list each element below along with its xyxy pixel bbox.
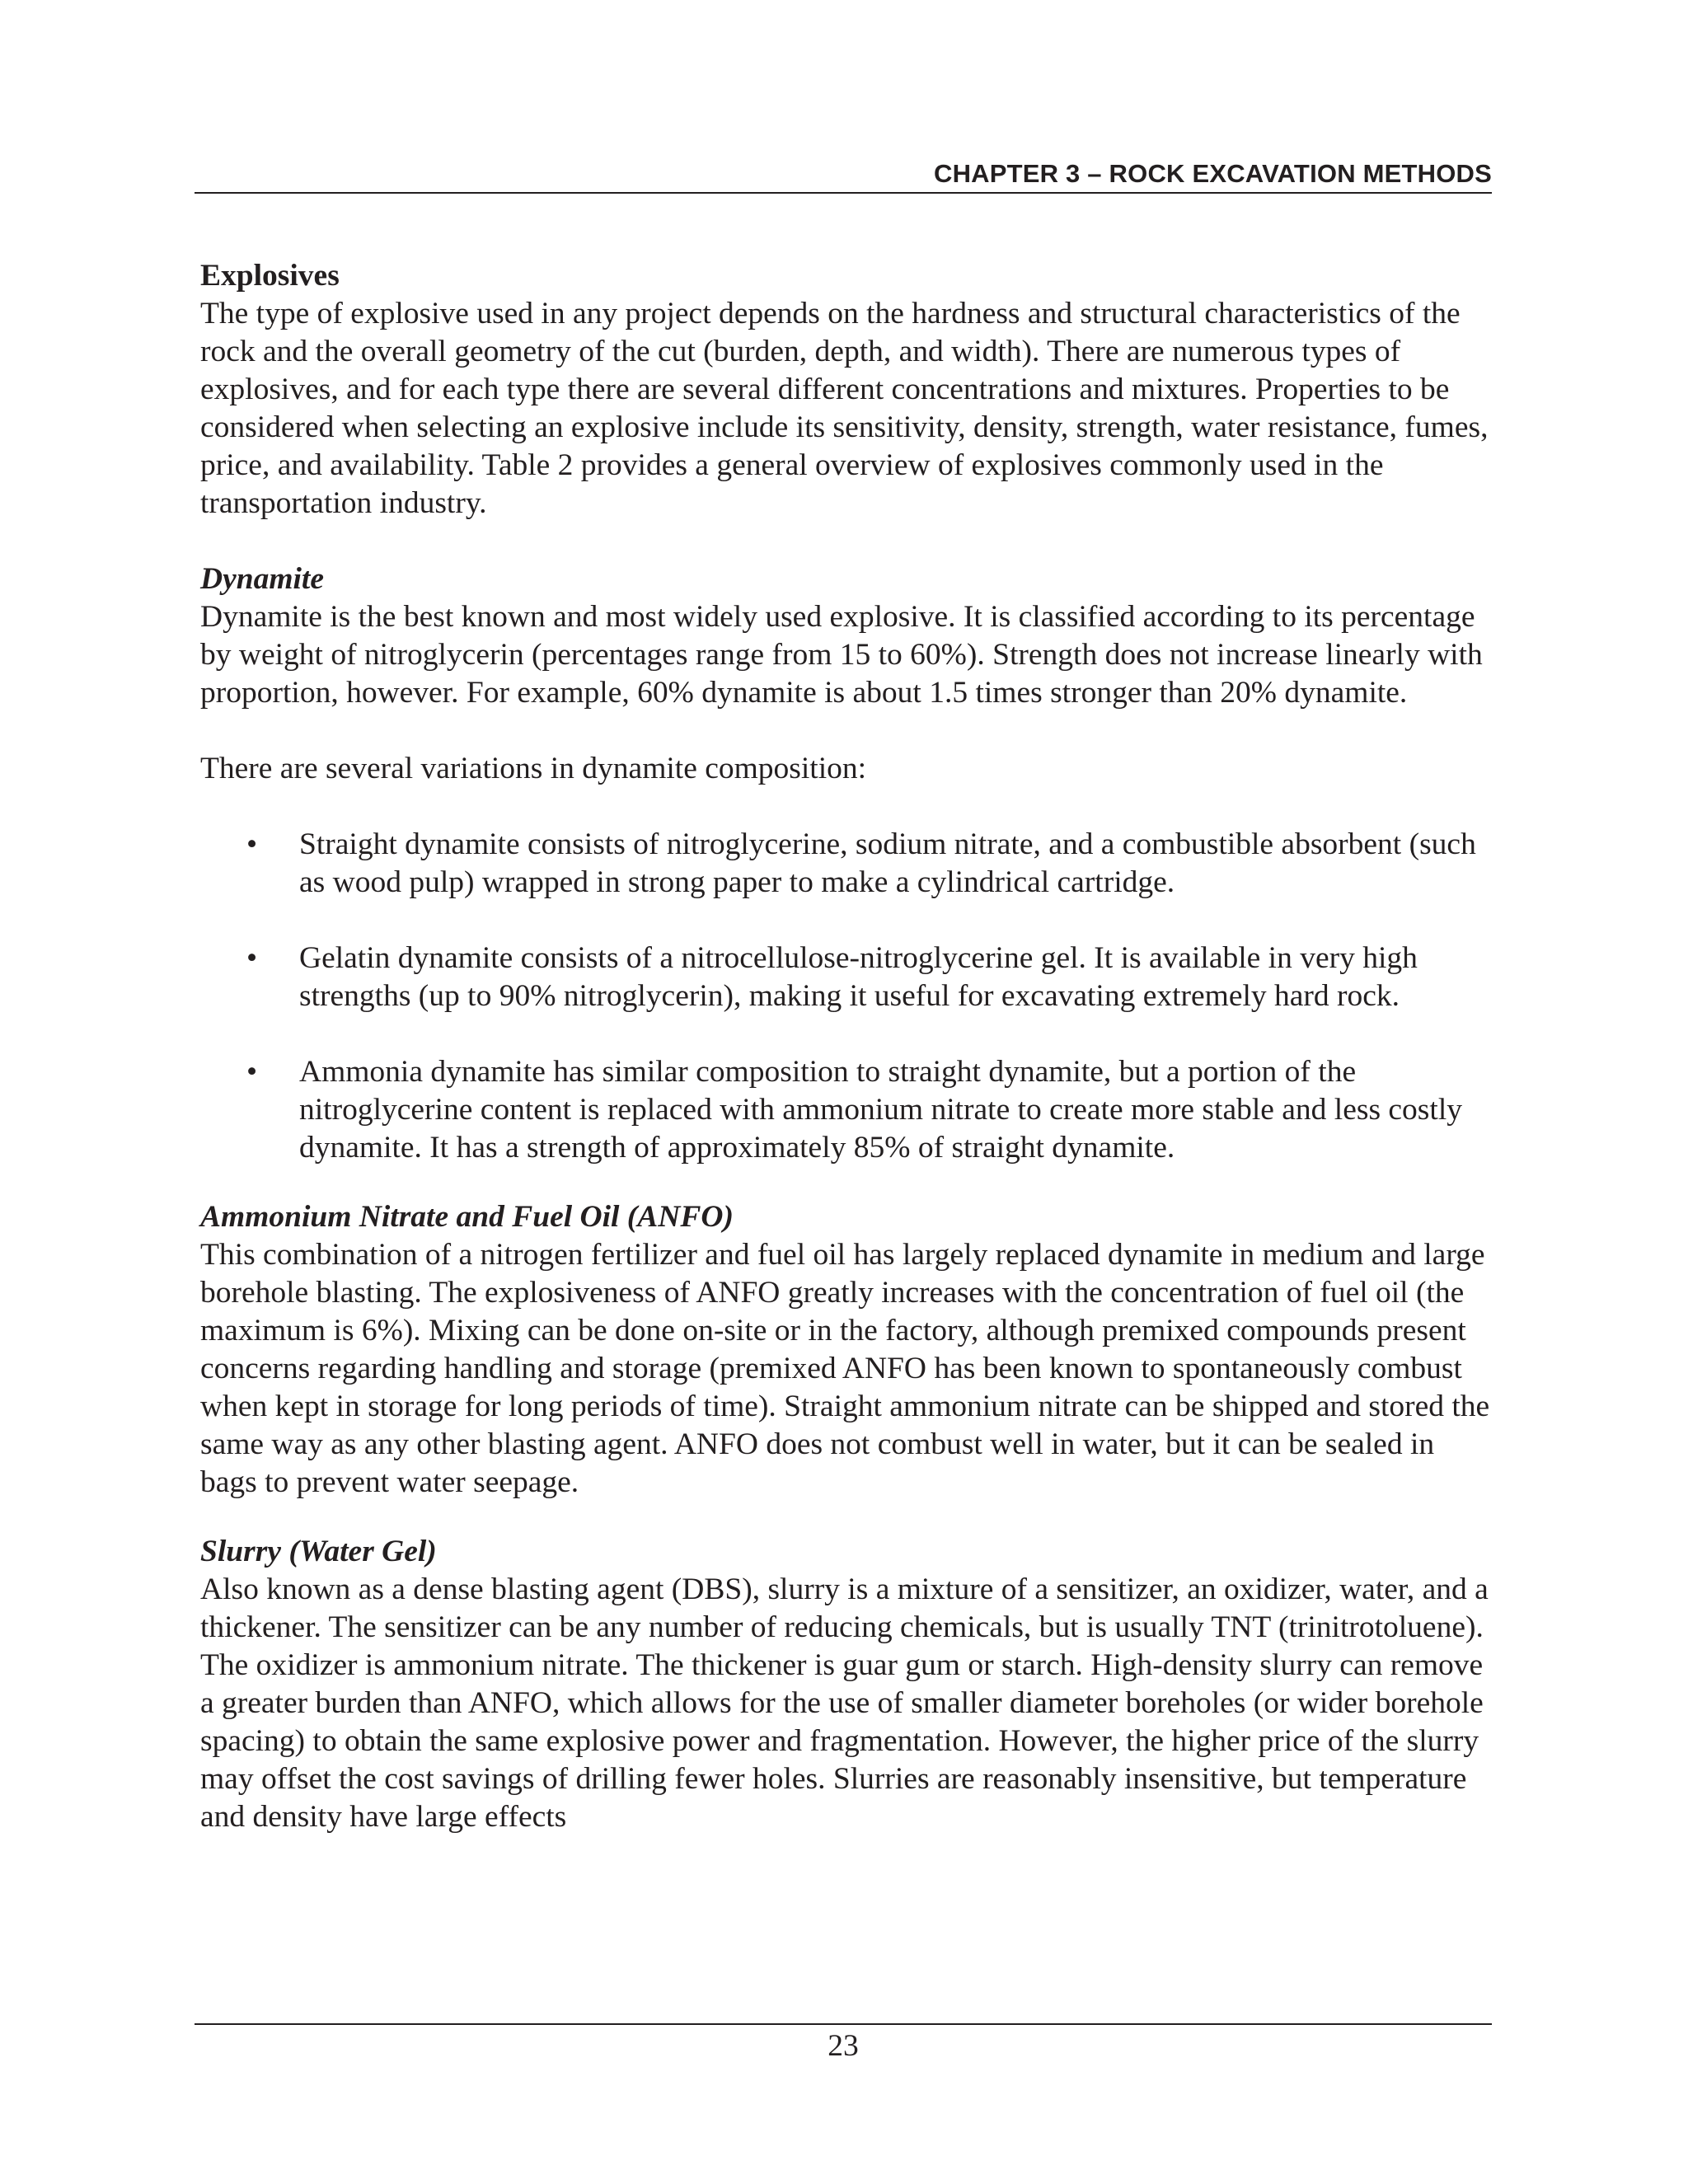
list-item [200, 940, 1496, 1015]
subheading-dynamite: Dynamite [200, 562, 324, 596]
subheading-anfo: Ammonium Nitrate and Fuel Oil (ANFO) [200, 1200, 734, 1234]
bullet-icon: • [246, 941, 258, 975]
list-item [200, 826, 1496, 902]
paragraph-anfo: This combination of a nitrogen fertilizer and fuel oil has largely replaced dynamite in medium and large borehole blasting. The explosiveness of ANFO greatly increases with the concentration of fuel oil (the maximum is 6%). Mixing can be done on-site or in the factory, although premixed compounds present concerns regarding handling and storage (premixed ANFO has been known to spontaneously combust when kept in storage for long periods of time). Straight ammonium nitrate can be shipped and stored the same way as any other blasting agent. ANFO does not combust well in water, but it can be sealed in bags to prevent water seepage. [200, 1238, 1490, 1499]
footer-rule [195, 2023, 1492, 2025]
section-heading-explosives: Explosives [200, 259, 340, 293]
subheading-slurry: Slurry (Water Gel) [200, 1535, 437, 1568]
paragraph-explosives: The type of explosive used in any project depends on the hardness and structural characteristics of the rock and the overall geometry of the cut (burden, depth, and width). There are numerous types of explosives, and for each type there are several different concentrations and mixtures. Properties to be considered when selecting an explosive include its sensitivity, density, strength, water resistance, fumes, price, and availability. Table 2 provides a general overview of explosives commonly used in the transportation industry. [200, 297, 1489, 520]
list-item-text: Ammonia dynamite has similar composition to straight dynamite, but a portion of the nitroglycerine content is replaced with ammonium nitrate to create more stable and less costly dynamite. It has a strength of approximately 85% of straight dynamite. [299, 1055, 1462, 1165]
running-header: CHAPTER 3 – ROCK EXCAVATION METHODS [934, 159, 1492, 188]
header-rule [195, 192, 1492, 194]
bullet-icon: • [246, 1055, 258, 1089]
bullet-icon: • [246, 827, 258, 861]
list-item-text: Straight dynamite consists of nitroglycerine, sodium nitrate, and a combustible absorbent (such as wood pulp) wrapped in strong paper to make a cylindrical cartridge. [299, 827, 1476, 899]
page-number: 23 [828, 2029, 859, 2063]
paragraph-slurry: Also known as a dense blasting agent (DBS), slurry is a mixture of a sensitizer, an oxidizer, water, and a thickener. The sensitizer can be any number of reducing chemicals, but is usually TNT (trinitrotoluene). The oxidizer is ammonium nitrate. The thickener is guar gum or starch. High-density slurry can remove a greater burden than ANFO, which allows for the use of smaller diameter boreholes (or wider borehole spacing) to obtain the same explosive power and fragmentation. However, the higher price of the slurry may offset the cost savings of drilling fewer holes. Slurries are reasonably insensitive, but temperature and density have large effects [200, 1572, 1489, 1834]
page-body [200, 257, 1496, 1836]
dynamite-variations-list [200, 826, 1496, 1167]
paragraph-dynamite-variations-intro: There are several variations in dynamite composition: [200, 752, 867, 785]
list-item [200, 1053, 1496, 1167]
list-item-text: Gelatin dynamite consists of a nitrocellulose-nitroglycerine gel. It is available in very high strengths (up to 90% nitroglycerin), making it useful for excavating extremely hard rock. [299, 941, 1418, 1013]
paragraph-dynamite: Dynamite is the best known and most widely used explosive. It is classified according to its percentage by weight of nitroglycerin (percentages range from 15 to 60%). Strength does not increase linearly with proportion, however. For example, 60% dynamite is about 1.5 times stronger than 20% dynamite. [200, 600, 1483, 710]
